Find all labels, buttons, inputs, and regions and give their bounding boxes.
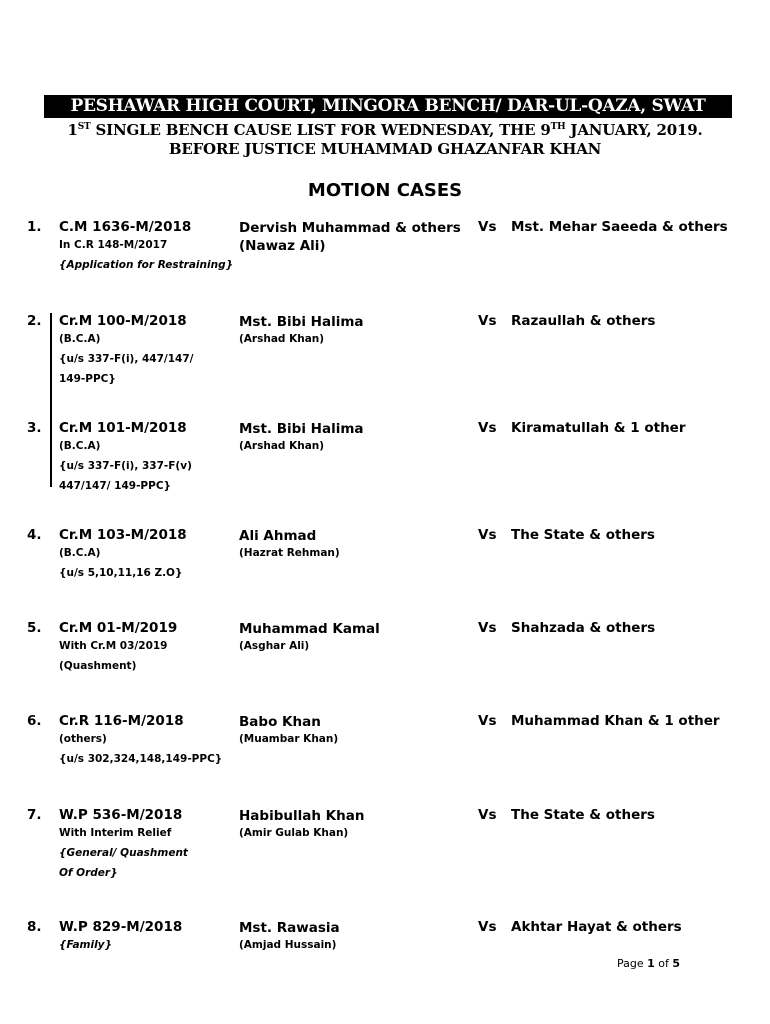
- page-of-label: of: [654, 957, 673, 970]
- versus-label: Vs: [478, 713, 497, 729]
- case-detail: {u/s 302,324,148,149-PPC}: [59, 753, 223, 765]
- petitioner-name: Mst. Rawasia: [239, 920, 340, 936]
- case-detail: In C.R 148-M/2017: [59, 239, 168, 251]
- case-identity: [59, 527, 239, 583]
- court-title: PESHAWAR HIGH COURT, MINGORA BENCH/ DAR-UL-QAZA, SWAT: [44, 95, 732, 118]
- petitioner-name: Babo Khan: [239, 714, 321, 730]
- respondent-name: Shahzada & others: [511, 620, 656, 636]
- case-number: 1.: [27, 219, 42, 235]
- advocate-name: (Hazrat Rehman): [239, 547, 340, 559]
- petitioner-block: [239, 313, 479, 345]
- case-detail: With Cr.M 03/2019: [59, 640, 168, 652]
- case-detail: (Quashment): [59, 660, 137, 672]
- petitioner-block: [239, 713, 479, 745]
- versus-label: Vs: [478, 919, 497, 935]
- advocate-name: (Arshad Khan): [239, 333, 325, 345]
- cause-list-date-sup: TH: [550, 122, 566, 132]
- petitioner-block: [239, 807, 479, 839]
- case-detail: {Application for Restraining}: [59, 259, 234, 271]
- case-detail: With Interim Relief: [59, 827, 172, 839]
- versus-label: Vs: [478, 620, 497, 636]
- advocate-name: (Nawaz Ali): [239, 238, 326, 254]
- versus-label: Vs: [478, 420, 497, 436]
- case-detail: (B.C.A): [59, 440, 101, 452]
- petitioner-name: Ali Ahmad: [239, 528, 317, 544]
- case-identity: [59, 713, 239, 769]
- case-no: W.P 536-M/2018: [59, 807, 183, 823]
- cause-list-heading: [0, 121, 770, 139]
- case-number: 5.: [27, 620, 42, 636]
- case-no: Cr.M 01-M/2019: [59, 620, 178, 636]
- section-title: MOTION CASES: [307, 180, 463, 201]
- case-identity: [59, 807, 239, 883]
- advocate-name: (Asghar Ali): [239, 640, 310, 652]
- versus-label: Vs: [478, 807, 497, 823]
- petitioner-name: Mst. Bibi Halima: [239, 314, 364, 330]
- advocate-name: (Muambar Khan): [239, 733, 339, 745]
- case-no: Cr.R 116-M/2018: [59, 713, 184, 729]
- case-detail: (others): [59, 733, 107, 745]
- case-number: 8.: [27, 919, 42, 935]
- case-identity: [59, 919, 239, 956]
- petitioner-name: Habibullah Khan: [239, 808, 365, 824]
- petitioner-block: [239, 527, 479, 559]
- case-detail: {u/s 337-F(i), 447/147/: [59, 353, 194, 365]
- case-no: Cr.M 101-M/2018: [59, 420, 187, 436]
- justice-heading: BEFORE JUSTICE MUHAMMAD GHAZANFAR KHAN: [168, 140, 602, 158]
- versus-label: Vs: [478, 313, 497, 329]
- page-number: 1: [647, 957, 655, 970]
- case-no: W.P 829-M/2018: [59, 919, 183, 935]
- case-no: Cr.M 103-M/2018: [59, 527, 187, 543]
- case-detail: {u/s 5,10,11,16 Z.O}: [59, 567, 183, 579]
- case-detail: {General/ Quashment: [59, 847, 188, 859]
- page-total: 5: [672, 957, 681, 970]
- case-detail: {Family}: [59, 939, 112, 951]
- advocate-name: (Amjad Hussain): [239, 939, 337, 951]
- petitioner-name: Mst. Bibi Halima: [239, 421, 364, 437]
- case-identity: [59, 313, 239, 389]
- advocate-name: (Arshad Khan): [239, 440, 325, 452]
- case-no: Cr.M 100-M/2018: [59, 313, 187, 329]
- case-detail: (B.C.A): [59, 547, 101, 559]
- case-detail: (B.C.A): [59, 333, 101, 345]
- case-number: 3.: [27, 420, 42, 436]
- case-detail: Of Order}: [59, 867, 118, 879]
- case-number: 7.: [27, 807, 42, 823]
- case-detail: {u/s 337-F(i), 337-F(v): [59, 460, 192, 472]
- case-no: C.M 1636-M/2018: [59, 219, 192, 235]
- case-number: 6.: [27, 713, 42, 729]
- case-identity: [59, 420, 239, 496]
- respondent-name: Akhtar Hayat & others: [511, 919, 682, 935]
- versus-label: Vs: [478, 219, 497, 235]
- petitioner-name: Muhammad Kamal: [239, 621, 380, 637]
- case-number: 4.: [27, 527, 42, 543]
- case-detail: 149-PPC}: [59, 373, 116, 385]
- respondent-name: Muhammad Khan & 1 other: [511, 713, 720, 729]
- respondent-name: Kiramatullah & 1 other: [511, 420, 686, 436]
- cause-list-part1: 1: [67, 121, 78, 139]
- respondent-name: Razaullah & others: [511, 313, 656, 329]
- cause-list-ordinal-sup: ST: [77, 122, 91, 132]
- case-detail: 447/147/ 149-PPC}: [59, 480, 172, 492]
- advocate-name: (Amir Gulab Khan): [239, 827, 349, 839]
- respondent-name: Mst. Mehar Saeeda & others: [511, 219, 728, 235]
- respondent-name: The State & others: [511, 527, 655, 543]
- respondent-name: The State & others: [511, 807, 655, 823]
- cause-list-part3: JANUARY, 2019.: [565, 121, 703, 139]
- petitioner-block: [239, 919, 479, 951]
- cause-list-part2: SINGLE BENCH CAUSE LIST FOR WEDNESDAY, THE 9: [90, 121, 551, 139]
- margin-bar: [50, 313, 52, 487]
- petitioner-block: [239, 620, 479, 652]
- versus-label: Vs: [478, 527, 497, 543]
- case-identity: [59, 620, 239, 676]
- case-number: 2.: [27, 313, 42, 329]
- petitioner-name: Dervish Muhammad & others: [239, 220, 461, 236]
- case-identity: [59, 219, 239, 275]
- petitioner-block: [239, 219, 479, 255]
- petitioner-block: [239, 420, 479, 452]
- page-footer: [617, 957, 680, 970]
- page-label: Page: [617, 957, 648, 970]
